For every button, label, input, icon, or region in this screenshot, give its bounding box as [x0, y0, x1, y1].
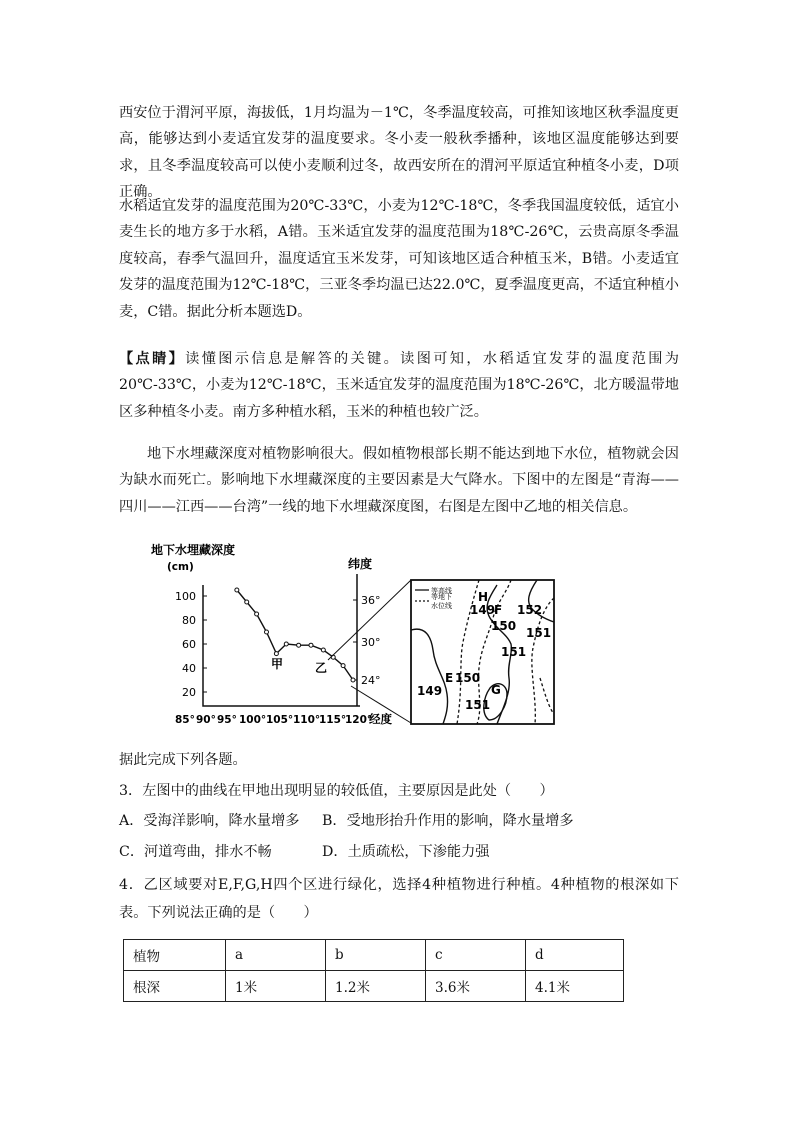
legend-water-line2: 水位线	[431, 602, 452, 610]
after-figure-text: 据此完成下列各题。	[119, 752, 247, 768]
legend-contour-label: 等高线	[431, 587, 452, 595]
option-3a: A．受海洋影响，降水量增多	[119, 813, 300, 829]
table-cell: 植物	[124, 940, 226, 971]
question-3: 3．左图中的曲线在甲地出现明显的较低值，主要原因是此处（ ）	[119, 783, 554, 799]
map-value-152: 152	[517, 603, 543, 617]
legend-water-line1: 等地下	[431, 593, 452, 601]
table-cell: a	[226, 940, 326, 971]
lat-tick-label: 36°	[361, 594, 381, 607]
map-value-151a: 151	[526, 626, 552, 640]
y-tick-label: 40	[182, 662, 196, 675]
map-value-150a: 150	[491, 619, 517, 633]
lat-tick-label: 24°	[361, 674, 381, 687]
detail-map	[411, 580, 554, 724]
x-tick-label: 85°	[175, 714, 195, 726]
tip-text: 读懂图示信息是解答的关键。读图可知，水稻适宜发芽的温度范围为20℃-33℃，小麦为12℃-18℃，玉米适宜发芽的温度范围为18℃-26℃，北方暖温带地区多种植冬小麦。南方多种植水稻，玉米的种植也较广泛。	[119, 351, 679, 420]
paragraph-answer-d: 西安位于渭河平原，海拔低，1月均温为－1℃，冬季温度较高，可推知该地区秋季温度更高，能够达到小麦适宜发芽的温度要求。冬小麦一般秋季播种，该地区温度能够达到要求，且冬季温度较高可以使小麦顺利过冬，故西安所在的渭河平原适宜种植冬小麦，D项正确。	[119, 105, 679, 201]
table-row	[124, 940, 624, 971]
x-tick-label: 120°	[345, 714, 373, 726]
y-tick-label: 80	[182, 614, 196, 627]
depth-point	[245, 600, 249, 604]
option-3c: C．河道弯曲，排水不畅	[119, 844, 272, 860]
paragraph-tip	[119, 346, 679, 425]
depth-point	[321, 648, 325, 652]
x-axis-ticks	[175, 714, 372, 726]
tip-label: 【点睛】	[119, 351, 186, 367]
label-yi: 乙	[315, 661, 328, 675]
y-axis-line	[203, 585, 360, 706]
depth-curve-line	[237, 590, 353, 680]
depth-point	[309, 643, 313, 647]
map-label-h: H	[478, 590, 489, 604]
table-row	[124, 971, 624, 1002]
paragraph-intro: 地下水埋藏深度对植物影响很大。假如植物根部长期不能达到地下水位，植物就会因为缺水而死亡。影响地下水埋藏深度的主要因素是大气降水。下图中的左图是“青海——四川——江西——台湾”一线的地下水埋藏深度图，右图是左图中乙地的相关信息。	[119, 446, 679, 515]
map-label-e: E	[445, 671, 454, 685]
x-tick-label: 110°	[293, 714, 321, 726]
map-label-g: G	[491, 683, 501, 697]
map-value-151b: 151	[501, 645, 527, 659]
table-cell: 1米	[226, 971, 326, 1002]
latitude-axis-title: 纬度	[348, 557, 373, 571]
depth-point	[265, 630, 269, 634]
x-tick-label: 100°	[239, 714, 267, 726]
x-tick-label: 90°	[196, 714, 216, 726]
table-cell: 根深	[124, 971, 226, 1002]
depth-point	[284, 642, 288, 646]
depth-point	[297, 643, 301, 647]
x-tick-label: 95°	[217, 714, 237, 726]
depth-point	[235, 588, 239, 592]
y-tick-label: 20	[182, 686, 196, 699]
x-axis-title: 经度	[369, 712, 392, 726]
table-cell: c	[426, 940, 526, 971]
x-tick-label: 105°	[266, 714, 294, 726]
x-tick-label: 115°	[319, 714, 347, 726]
depth-point	[274, 652, 278, 656]
label-jia: 甲	[271, 657, 284, 671]
y-axis-ticks	[175, 590, 207, 699]
table-cell: d	[526, 940, 624, 971]
map-value-150b: 150	[455, 671, 481, 685]
y-tick-label: 60	[182, 638, 196, 651]
y-tick-label: 100	[175, 590, 196, 603]
map-value-149b: 149	[417, 684, 443, 698]
depth-curve	[235, 588, 355, 682]
table-cell: b	[326, 940, 426, 971]
groundwater-figure	[145, 538, 565, 728]
option-3b: B．受地形抬升作用的影响，降水量增多	[322, 813, 574, 829]
paragraph-analysis: 水稻适宜发芽的温度范围为20℃-33℃，小麦为12℃-18℃，冬季我国温度较低，适宜小麦生长的地方多于水稻，A错。玉米适宜发芽的温度范围为18℃-26℃，云贵高原冬季温度较高，春季气温回升，温度适宜玉米发芽，可知该地区适合种植玉米，B错。小麦适宜发芽的温度范围为12℃-18℃，三亚冬季均温已达22.0℃，夏季温度更高，不适宜种植小麦，C错。据此分析本题选D。	[119, 198, 679, 320]
lat-tick-label: 30°	[361, 636, 381, 649]
y-axis-unit: (cm)	[167, 561, 194, 573]
depth-point	[341, 664, 345, 668]
table-cell: 1.2米	[326, 971, 426, 1002]
depth-point	[255, 612, 259, 616]
table-cell: 3.6米	[426, 971, 526, 1002]
map-label-f: F	[494, 603, 503, 617]
option-3d: D．土质疏松，下渗能力强	[322, 844, 490, 860]
table-cell: 4.1米	[526, 971, 624, 1002]
question-4: 4．乙区域要对E,F,G,H四个区进行绿化，选择4种植物进行种植。4种植物的根深如下表。下列说法正确的是（ ）	[119, 877, 679, 921]
root-depth-table	[123, 939, 624, 1002]
map-value-151c: 151	[465, 698, 491, 712]
map-value-149a: 149	[470, 603, 496, 617]
depth-point	[351, 678, 355, 682]
y-axis-title: 地下水埋藏深度	[151, 543, 236, 557]
